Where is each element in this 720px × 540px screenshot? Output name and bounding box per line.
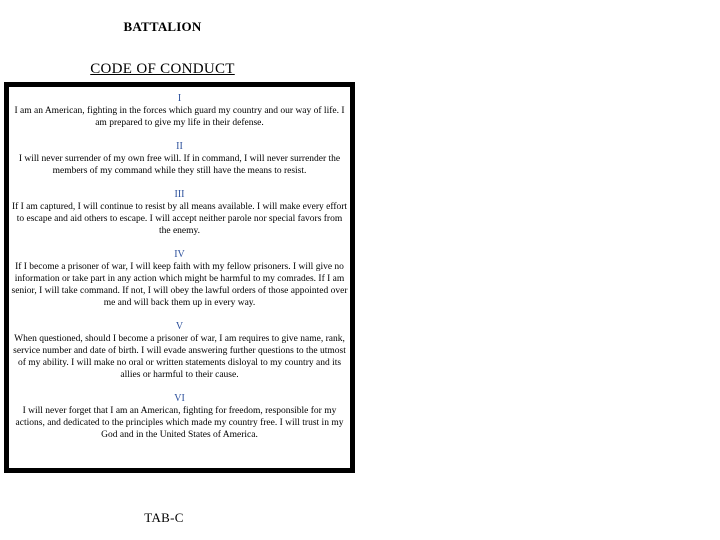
article-3 xyxy=(9,187,350,237)
article-numeral: V xyxy=(175,321,184,332)
battalion-header: BATTALION xyxy=(123,19,202,34)
article-text: I will never forget that I am an American, fighting for freedom, responsible for my actions, and dedicated to the principles which made my country free. I will trust in my God and in the United States of America. xyxy=(15,406,344,440)
article-6 xyxy=(9,391,350,441)
article-1 xyxy=(9,91,350,129)
article-2 xyxy=(9,139,350,177)
article-text: I am an American, fighting in the forces which guard my country and our way of life. I am prepared to give my life in their defense. xyxy=(14,106,345,128)
article-4 xyxy=(9,247,350,309)
code-of-conduct-title: CODE OF CONDUCT xyxy=(90,61,235,77)
article-text: When questioned, should I become a prisoner of war, I am requires to give name, rank, service number and date of birth. I will evade answering further questions to the utmost of my ability. I will make no oral or written statements disloyal to my country and its allies or harmful to their cause. xyxy=(13,334,346,380)
article-numeral: III xyxy=(174,189,185,200)
article-5 xyxy=(9,319,350,381)
tab-c-label: TAB-C xyxy=(144,510,184,525)
article-numeral: II xyxy=(176,141,183,152)
article-numeral: VI xyxy=(174,393,185,404)
article-text: If I am captured, I will continue to resist by all means available. I will make every effort to escape and aid others to escape. I will accept neither parole nor special favors from the enemy. xyxy=(11,202,348,236)
code-of-conduct-box xyxy=(4,82,355,473)
article-text: If I become a prisoner of war, I will keep faith with my fellow prisoners. I will give no information or take part in any action which might be harmful to my comrades. If I am senior, I will take command. If not, I will obey the lawful orders of those appointed over me and will back them up in every way. xyxy=(11,262,348,308)
article-text: I will never surrender of my own free will. If in command, I will never surrender the members of my command while they still have the means to resist. xyxy=(18,154,341,176)
article-numeral: I xyxy=(177,93,182,104)
article-numeral: IV xyxy=(174,249,185,260)
